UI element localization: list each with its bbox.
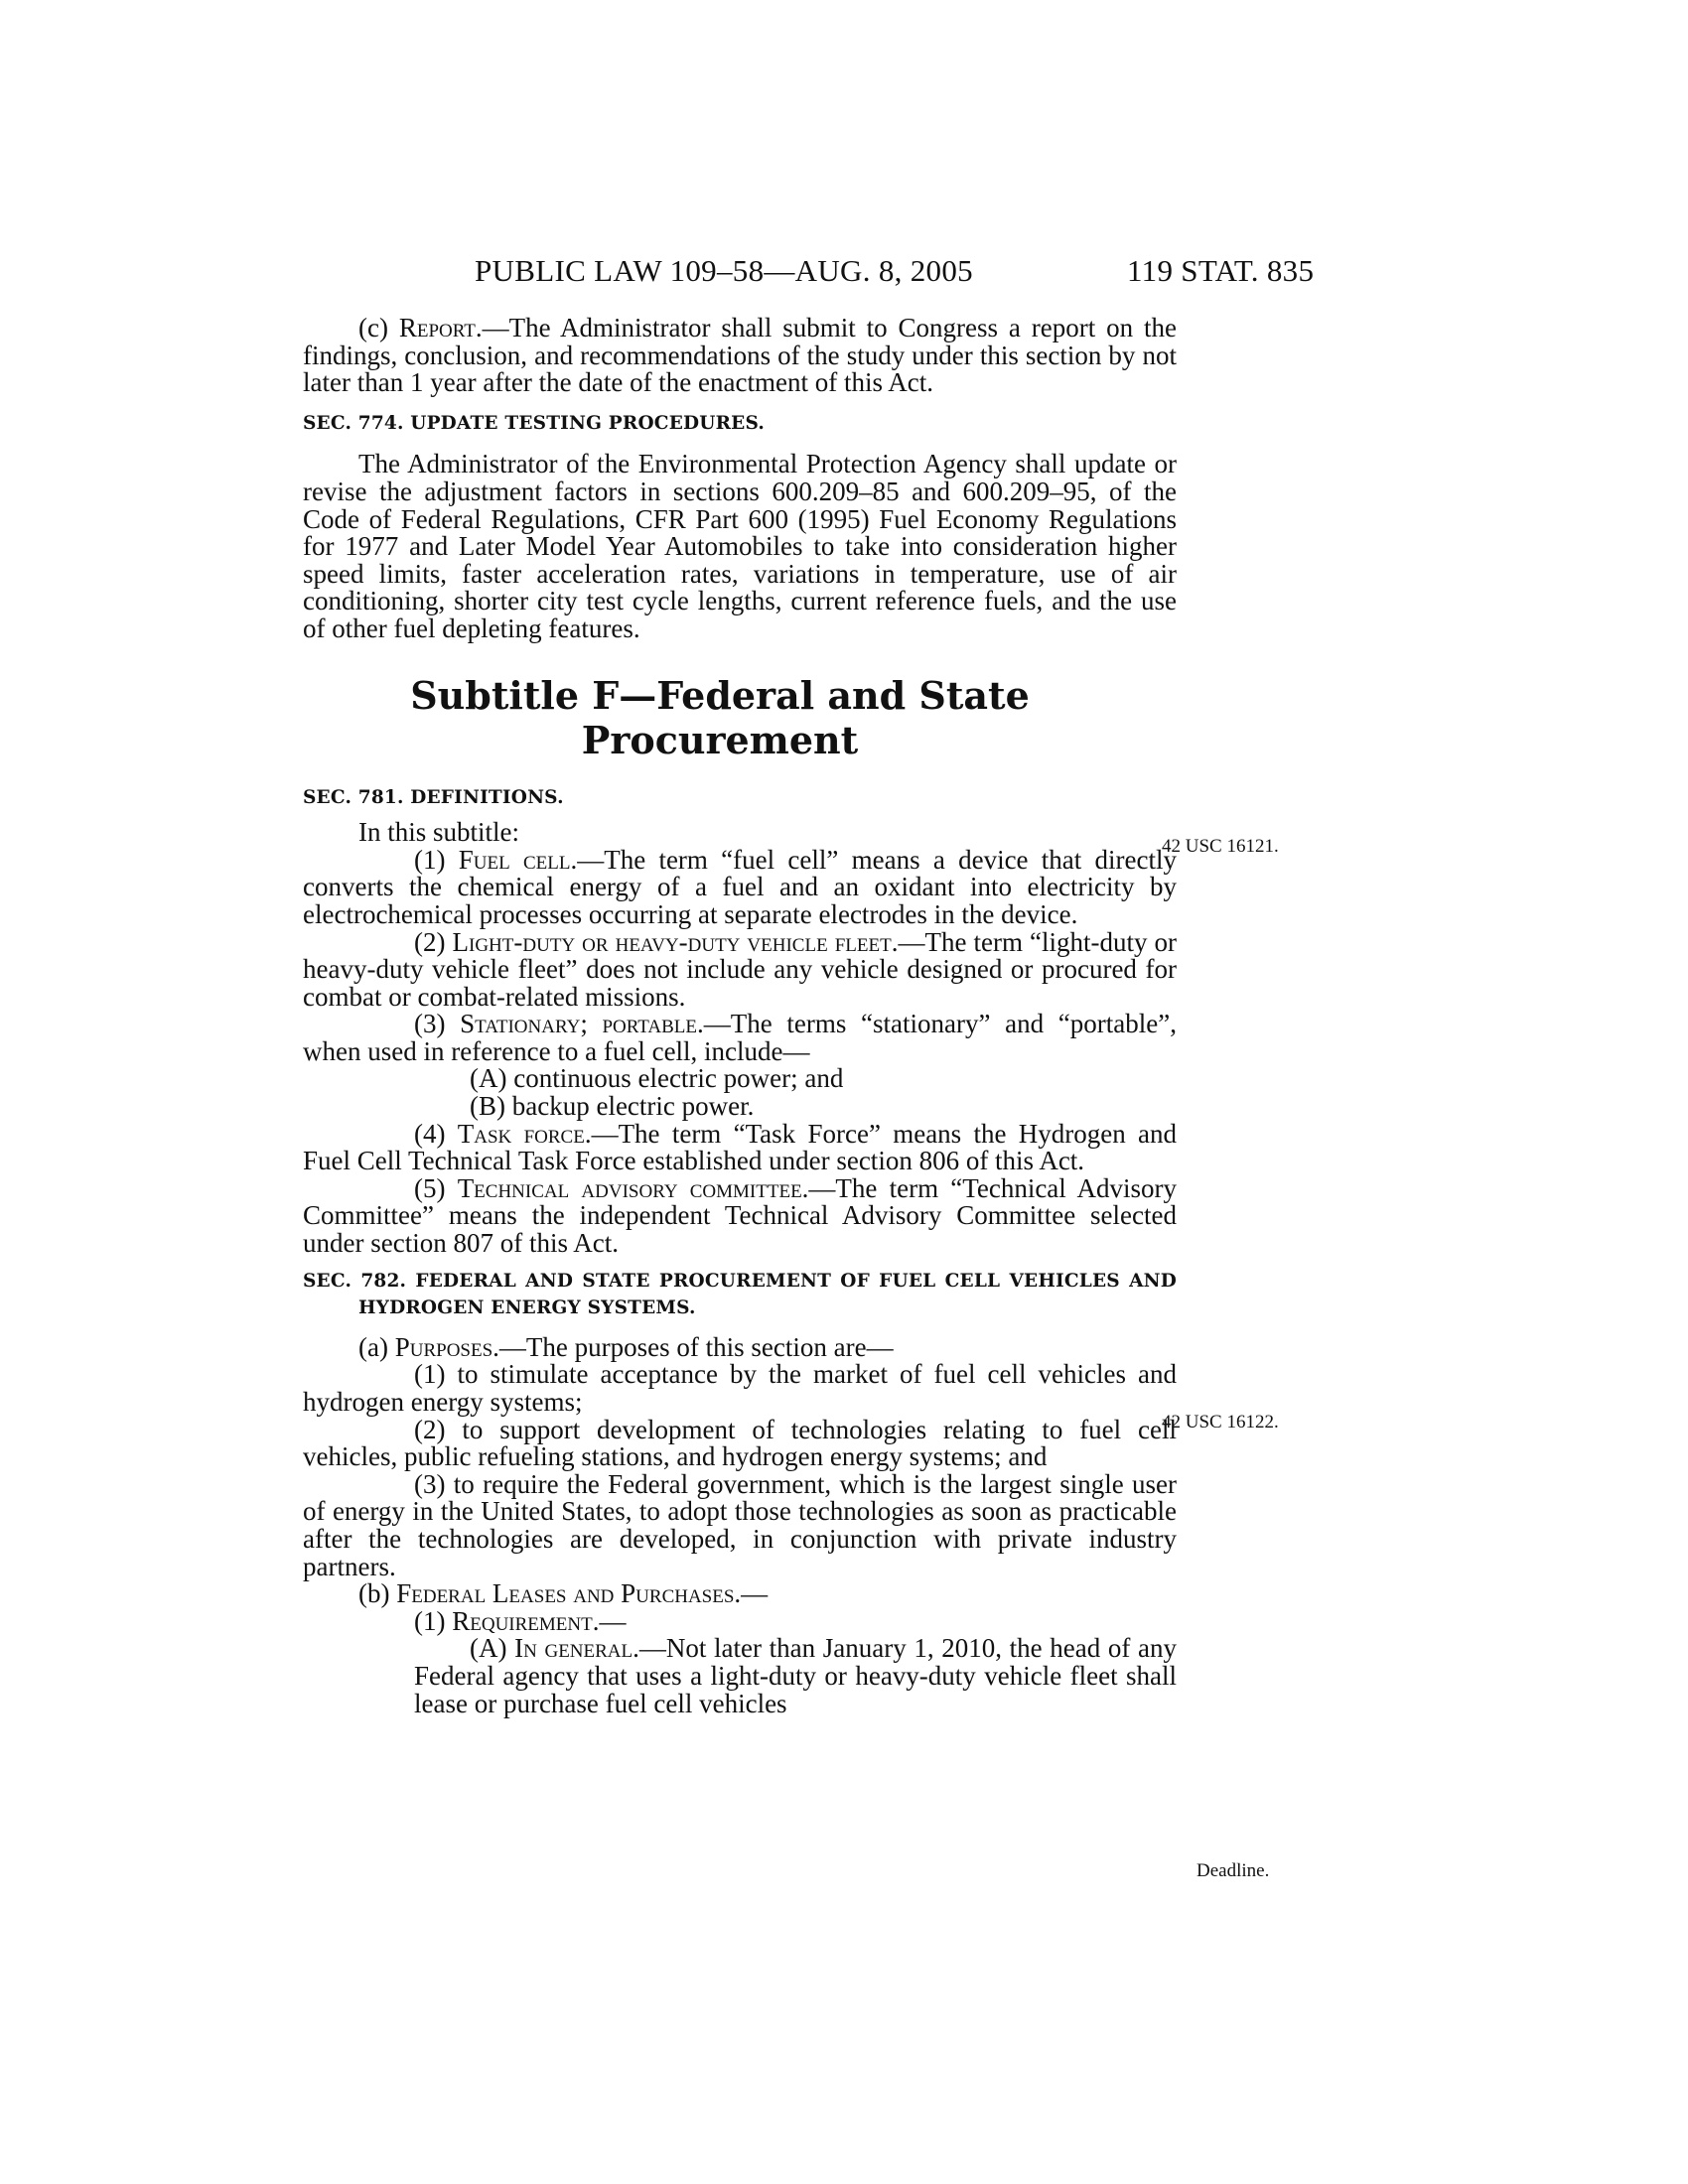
definition-3-a: (A) continuous electric power; and xyxy=(470,1063,844,1094)
sec-782-a-1: (1) to stimulate acceptance by the market of fuel cell vehicles and hydrogen energy systems; xyxy=(303,1359,1177,1417)
sec-782-a: (a) Purposes.—The purposes of this section are— xyxy=(358,1331,894,1362)
definition-3: (3) Stationary; portable.—The terms “stationary” and “portable”, when used in reference to a fuel cell, include— xyxy=(303,1009,1177,1066)
sec-782-b: (b) Federal Leases and Purchases.— xyxy=(358,1578,769,1609)
sec-774-text: The Administrator of the Environmental Protection Agency shall update or revise the adjustment factors in sections 600.209–85 and 600.209–95, of the Code of Federal Regulations, CFR Part 600 (1995) Fuel Economy Regulations for 1977 and Later Model Year Automobiles to take into consideration higher speed limits, faster acceleration rates, variations in temperature, use of air conditioning, shorter city test cycle lengths, current reference fuels, and the use of other fuel depleting features. xyxy=(303,449,1177,643)
margin-note-usc-16121: 42 USC 16121. xyxy=(1162,836,1279,857)
sec-782-b-1-a: (A) In general.—Not later than January 1, 2010, the head of any Federal agency that uses a light-duty or heavy-duty vehicle fleet shall lease or purchase fuel cell vehicles xyxy=(414,1633,1177,1718)
page-statute-number: 119 STAT. 835 xyxy=(1127,253,1315,288)
definition-3-b: (B) backup electric power. xyxy=(470,1091,755,1122)
sec-774-heading: SEC. 774. UPDATE TESTING PROCEDURES. xyxy=(303,412,765,434)
document-body xyxy=(303,315,1177,1717)
report-heading: Report xyxy=(398,313,476,342)
margin-note-usc-16122: 42 USC 16122. xyxy=(1162,1412,1279,1433)
subtitle-heading: Subtitle F—Federal and State Procurement xyxy=(410,672,1030,762)
sec-781-intro: In this subtitle: xyxy=(358,817,519,848)
report-paragraph: (c) Report.—The Administrator shall submit to Congress a report on the findings, conclusion, and recommendations of the study under this section by not later than 1 year after the date of the enactment of this Act. xyxy=(303,313,1177,398)
sec-782-b-1: (1) Requirement.— xyxy=(414,1605,627,1636)
definition-5: (5) Technical advisory committee.—The term “Technical Advisory Committee” means the independent Technical Advisory Committee selected under section 807 of this Act. xyxy=(303,1172,1177,1259)
running-header-title: PUBLIC LAW 109–58—AUG. 8, 2005 xyxy=(475,253,973,288)
sec-781-heading: SEC. 781. DEFINITIONS. xyxy=(303,786,564,808)
margin-note-deadline: Deadline. xyxy=(1196,1860,1270,1881)
definition-4: (4) Task force.—The term “Task Force” means the Hydrogen and Fuel Cell Technical Task Force established under section 806 of this Act. xyxy=(303,1118,1177,1176)
sec-782-a-3: (3) to require the Federal government, which is the largest single user of energy in the United States, to adopt those technologies as soon as practicable after the technologies are developed, in conjunction with private industry partners. xyxy=(303,1468,1177,1581)
definition-2: (2) Light-duty or heavy-duty vehicle fleet.—The term “light-duty or heavy-duty vehicle fleet” does not include any vehicle designed or procured for combat or combat-related missions. xyxy=(303,926,1177,1012)
sec-782-a-2: (2) to support development of technologies relating to fuel cell vehicles, public refueling stations, and hydrogen energy systems; and xyxy=(303,1414,1177,1472)
sec-782-heading: SEC. 782. FEDERAL AND STATE PROCUREMENT OF FUEL CELL VEHICLES AND HYDROGEN ENERGY SYSTEMS. xyxy=(303,1270,1177,1319)
definition-1: (1) Fuel cell.—The term “fuel cell” means a device that directly converts the chemical energy of a fuel and an oxidant into electricity by electrochemical processes occurring at separate electrodes in the device. xyxy=(303,844,1177,929)
